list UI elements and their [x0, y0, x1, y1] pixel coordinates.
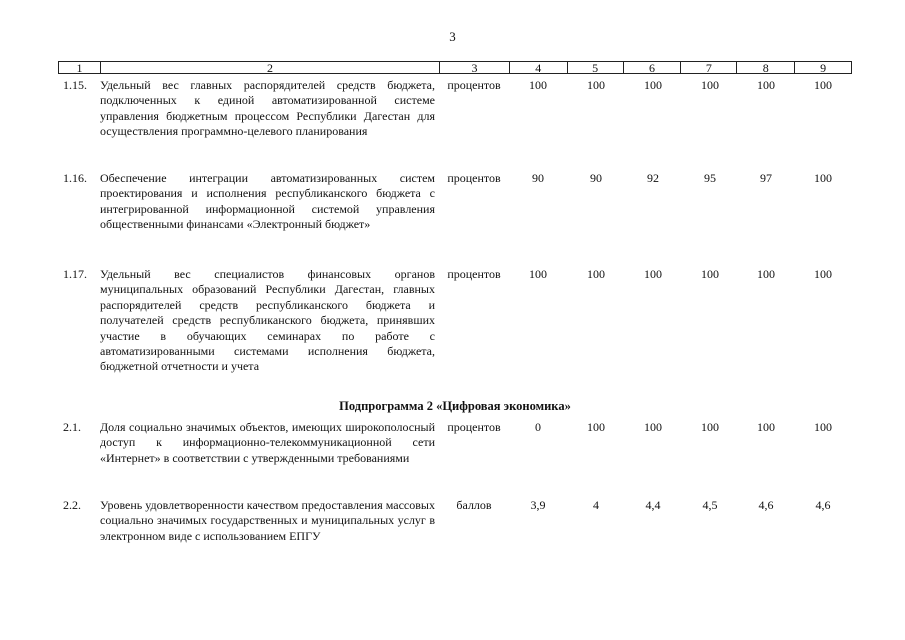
row-number: 1.17.: [63, 267, 87, 281]
value-col4: 100: [529, 267, 547, 281]
row-unit: процентов: [447, 267, 501, 281]
value-col6: 100: [644, 420, 662, 434]
row-description: Уровень удовлетворенности качеством предоставления массовых социально значимых государственных и муниципальных услуг в электронном виде с использованием ЕПГУ: [100, 498, 435, 543]
header-cell: 4: [509, 62, 567, 73]
value-col7: 95: [704, 171, 716, 185]
header-cell: 2: [100, 62, 439, 73]
row-description: Удельный вес специалистов финансовых органов муниципальных образований Республики Дагестан, главных распорядителей средств республиканского бюджета и получателей средств республиканского бюджета, принявших участие в обучающих семинарах по работе с автоматизированными системами исполнения бюджета, бюджетной отчетности и учета: [100, 267, 435, 374]
row-unit: баллов: [456, 498, 492, 512]
value-col5: 100: [587, 420, 605, 434]
value-col6: 92: [647, 171, 659, 185]
value-col8: 100: [757, 267, 775, 281]
value-col5: 90: [590, 171, 602, 185]
value-col4: 0: [535, 420, 541, 434]
value-col9: 4,6: [815, 498, 831, 512]
row-number: 1.16.: [63, 171, 87, 185]
value-col4: 90: [532, 171, 544, 185]
value-col4: 100: [529, 78, 547, 92]
value-col5: 4: [593, 498, 599, 512]
value-col8: 4,6: [758, 498, 774, 512]
row-number: 2.1.: [63, 420, 81, 434]
value-col9: 100: [814, 171, 832, 185]
row-description: Обеспечение интеграции автоматизированных систем проектирования и исполнения республиканского бюджета с интегрированной информационной системой управления общественными финансами «Электронный бюджет»: [100, 171, 435, 232]
value-col9: 100: [814, 267, 832, 281]
header-cell: 7: [680, 62, 736, 73]
value-col6: 4,4: [645, 498, 661, 512]
header-cell: 9: [794, 62, 851, 73]
value-col9: 100: [814, 420, 832, 434]
value-col7: 4,5: [702, 498, 718, 512]
row-number: 1.15.: [63, 78, 87, 92]
value-col8: 97: [760, 171, 772, 185]
table-header: [58, 61, 852, 74]
value-col6: 100: [644, 267, 662, 281]
row-description: Доля социально значимых объектов, имеющих широкополосный доступ к информационно-телекоммуникационной сети «Интернет» в соответствии с утвержденными требованиями: [100, 420, 435, 465]
header-cell: 6: [623, 62, 681, 73]
value-col8: 100: [757, 420, 775, 434]
page-number: 3: [449, 29, 456, 44]
value-col7: 100: [701, 267, 719, 281]
section-title: Подпрограмма 2 «Цифровая экономика»: [339, 399, 571, 413]
header-cell: 3: [439, 62, 509, 73]
row-description: Удельный вес главных распорядителей средств бюджета, подключенных к единой автоматизированной системе управления бюджетным процессом Республики Дагестан для осуществления программно-целевого планирования: [100, 78, 435, 139]
value-col7: 100: [701, 420, 719, 434]
value-col9: 100: [814, 78, 832, 92]
header-cell: 1: [76, 61, 83, 75]
value-col5: 100: [587, 78, 605, 92]
value-col6: 100: [644, 78, 662, 92]
row-number: 2.2.: [63, 498, 81, 512]
value-col5: 100: [587, 267, 605, 281]
value-col4: 3,9: [530, 498, 546, 512]
header-cell: 8: [736, 62, 794, 73]
row-unit: процентов: [447, 420, 501, 434]
header-cell: 5: [567, 62, 623, 73]
value-col8: 100: [757, 78, 775, 92]
row-unit: процентов: [447, 78, 501, 92]
row-unit: процентов: [447, 171, 501, 185]
value-col7: 100: [701, 78, 719, 92]
